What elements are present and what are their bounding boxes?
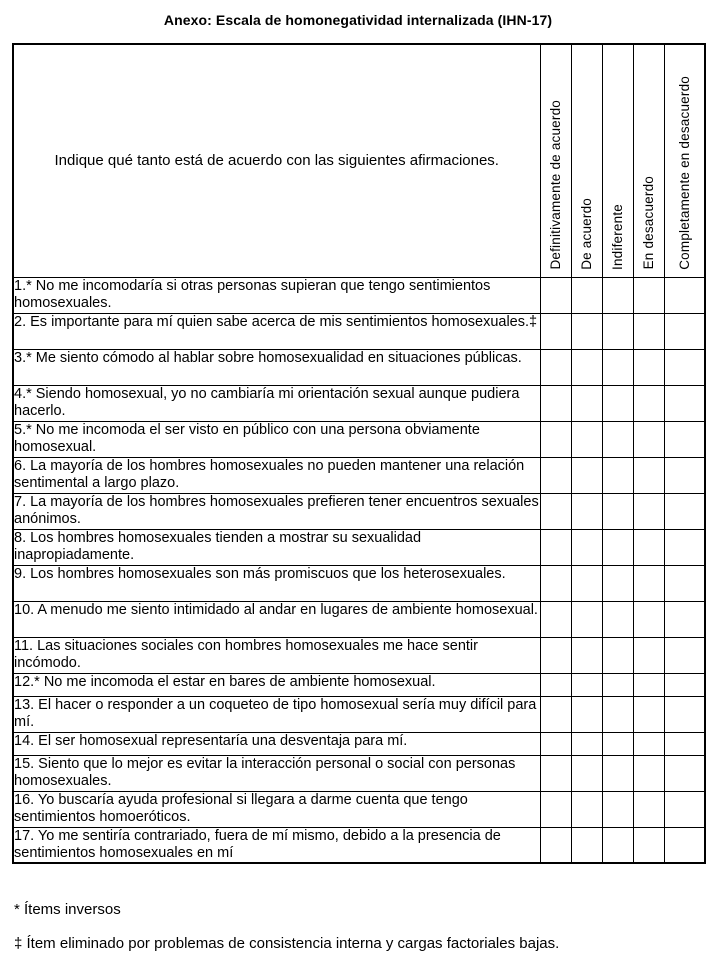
answer-cell [571, 385, 602, 421]
item-text-cell: 7. La mayoría de los hombres homosexuales prefieren tener encuentros sexuales anónimos. [13, 493, 540, 529]
answer-cell [571, 673, 602, 696]
answer-cell [602, 565, 633, 601]
answer-cell [633, 421, 664, 457]
item-row [13, 349, 705, 385]
answer-cell [602, 696, 633, 732]
answer-cell [571, 696, 602, 732]
item-text-cell: 16. Yo buscaría ayuda profesional si llegara a darme cuenta que tengo sentimientos homoeróticos. [13, 791, 540, 827]
item-text-cell: 17. Yo me sentiría contrariado, fuera de mí mismo, debido a la presencia de sentimientos homosexuales en mí [13, 827, 540, 863]
item-row [13, 457, 705, 493]
answer-cell [664, 791, 705, 827]
response-option-label: De acuerdo [579, 197, 594, 270]
answer-cell [664, 385, 705, 421]
answer-cell [540, 791, 571, 827]
answer-cell [664, 696, 705, 732]
item-row [13, 529, 705, 565]
response-option-label: Definitivamente de acuerdo [548, 99, 563, 270]
item-text-cell: 4.* Siendo homosexual, yo no cambiaría mi orientación sexual aunque pudiera hacerlo. [13, 385, 540, 421]
answer-cell [633, 529, 664, 565]
answer-cell [602, 755, 633, 791]
item-row [13, 565, 705, 601]
answer-cell [664, 313, 705, 349]
answer-cell [571, 421, 602, 457]
answer-cell [664, 565, 705, 601]
answer-cell [540, 673, 571, 696]
answer-cell [602, 493, 633, 529]
answer-cell [633, 732, 664, 755]
answer-cell [664, 421, 705, 457]
answer-cell [633, 601, 664, 637]
item-row [13, 791, 705, 827]
item-row [13, 493, 705, 529]
answer-cell [602, 421, 633, 457]
answer-cell [602, 673, 633, 696]
answer-cell [540, 732, 571, 755]
answer-cell [602, 529, 633, 565]
answer-cell [540, 601, 571, 637]
answer-cell [540, 827, 571, 863]
answer-cell [540, 313, 571, 349]
item-text-cell: 2. Es importante para mí quien sabe acerca de mis sentimientos homosexuales.‡ [13, 313, 540, 349]
item-text-cell: 1.* No me incomodaría si otras personas supieran que tengo sentimientos homosexuales. [13, 277, 540, 313]
answer-cell [602, 313, 633, 349]
answer-cell [633, 457, 664, 493]
footnote-eliminated-item: ‡ Ítem eliminado por problemas de consistencia interna y cargas factoriales bajas. [14, 935, 560, 952]
table-header-row [13, 44, 705, 277]
answer-cell [664, 732, 705, 755]
answer-cell [602, 457, 633, 493]
response-option-label: Completamente en desacuerdo [676, 75, 692, 270]
answer-cell [602, 791, 633, 827]
item-text-cell: 12.* No me incomoda el estar en bares de ambiente homosexual. [13, 673, 540, 696]
item-text-cell: 14. El ser homosexual representaría una desventaja para mí. [13, 732, 540, 755]
answer-cell [571, 755, 602, 791]
answer-cell [602, 827, 633, 863]
response-option-header [602, 44, 633, 277]
answer-cell [633, 385, 664, 421]
answer-cell [571, 732, 602, 755]
answer-cell [602, 637, 633, 673]
answer-cell [633, 673, 664, 696]
answer-cell [633, 493, 664, 529]
item-text-cell: 13. El hacer o responder a un coqueteo de tipo homosexual sería muy difícil para mí. [13, 696, 540, 732]
response-option-label: Indiferente [610, 203, 625, 270]
item-row [13, 601, 705, 637]
answer-cell [633, 637, 664, 673]
answer-cell [540, 385, 571, 421]
answer-cell [571, 791, 602, 827]
answer-cell [540, 637, 571, 673]
answer-cell [540, 457, 571, 493]
response-option-header [571, 44, 602, 277]
response-option-header [540, 44, 571, 277]
answer-cell [664, 457, 705, 493]
item-text-cell: 11. Las situaciones sociales con hombres homosexuales me hace sentir incómodo. [13, 637, 540, 673]
answer-cell [540, 755, 571, 791]
item-row [13, 696, 705, 732]
answer-cell [571, 827, 602, 863]
response-option-label: En desacuerdo [641, 176, 656, 270]
item-row [13, 421, 705, 457]
answer-cell [633, 755, 664, 791]
answer-cell [633, 827, 664, 863]
item-text-cell: 3.* Me siento cómodo al hablar sobre homosexualidad en situaciones públicas. [13, 349, 540, 385]
answer-cell [664, 277, 705, 313]
answer-cell [571, 313, 602, 349]
item-text-cell: 15. Siento que lo mejor es evitar la interacción personal o social con personas homosexuales. [13, 755, 540, 791]
item-row [13, 385, 705, 421]
answer-cell [571, 493, 602, 529]
answer-cell [571, 529, 602, 565]
answer-cell [540, 565, 571, 601]
answer-cell [664, 601, 705, 637]
answer-cell [602, 277, 633, 313]
answer-cell [633, 565, 664, 601]
item-text-cell: 9. Los hombres homosexuales son más promiscuos que los heterosexuales. [13, 565, 540, 601]
item-row [13, 637, 705, 673]
answer-cell [664, 755, 705, 791]
item-row [13, 313, 705, 349]
answer-cell [664, 637, 705, 673]
response-option-header [664, 44, 705, 277]
answer-cell [602, 385, 633, 421]
answer-cell [571, 349, 602, 385]
item-text-cell: 6. La mayoría de los hombres homosexuales no pueden mantener una relación sentimental a largo plazo. [13, 457, 540, 493]
item-text-cell: 5.* No me incomoda el ser visto en público con una persona obviamente homosexual. [13, 421, 540, 457]
item-row [13, 673, 705, 696]
answer-cell [664, 349, 705, 385]
page-title: Anexo: Escala de homonegatividad internalizada (IHN-17) [163, 12, 553, 28]
answer-cell [602, 601, 633, 637]
answer-cell [540, 493, 571, 529]
answer-cell [633, 349, 664, 385]
item-row [13, 277, 705, 313]
answer-cell [633, 696, 664, 732]
answer-cell [571, 277, 602, 313]
item-text-cell: 8. Los hombres homosexuales tienden a mostrar su sexualidad inapropiadamente. [13, 529, 540, 565]
answer-cell [633, 791, 664, 827]
answer-cell [633, 313, 664, 349]
item-row [13, 755, 705, 791]
answer-cell [540, 421, 571, 457]
item-row [13, 827, 705, 863]
answer-cell [540, 277, 571, 313]
answer-cell [633, 277, 664, 313]
answer-cell [571, 601, 602, 637]
item-row [13, 732, 705, 755]
answer-cell [664, 827, 705, 863]
answer-cell [664, 673, 705, 696]
instruction-cell: Indique qué tanto está de acuerdo con las siguientes afirmaciones. [13, 44, 540, 277]
answer-cell [540, 529, 571, 565]
answer-cell [664, 529, 705, 565]
answer-cell [602, 349, 633, 385]
answer-cell [602, 732, 633, 755]
answer-cell [571, 637, 602, 673]
answer-cell [540, 696, 571, 732]
answer-cell [664, 493, 705, 529]
footnote-inverse-items: * Ítems inversos [14, 901, 121, 918]
answer-cell [540, 349, 571, 385]
answer-cell [571, 565, 602, 601]
questionnaire-table [12, 43, 706, 864]
answer-cell [571, 457, 602, 493]
item-text-cell: 10. A menudo me siento intimidado al andar en lugares de ambiente homosexual. [13, 601, 540, 637]
response-option-header [633, 44, 664, 277]
